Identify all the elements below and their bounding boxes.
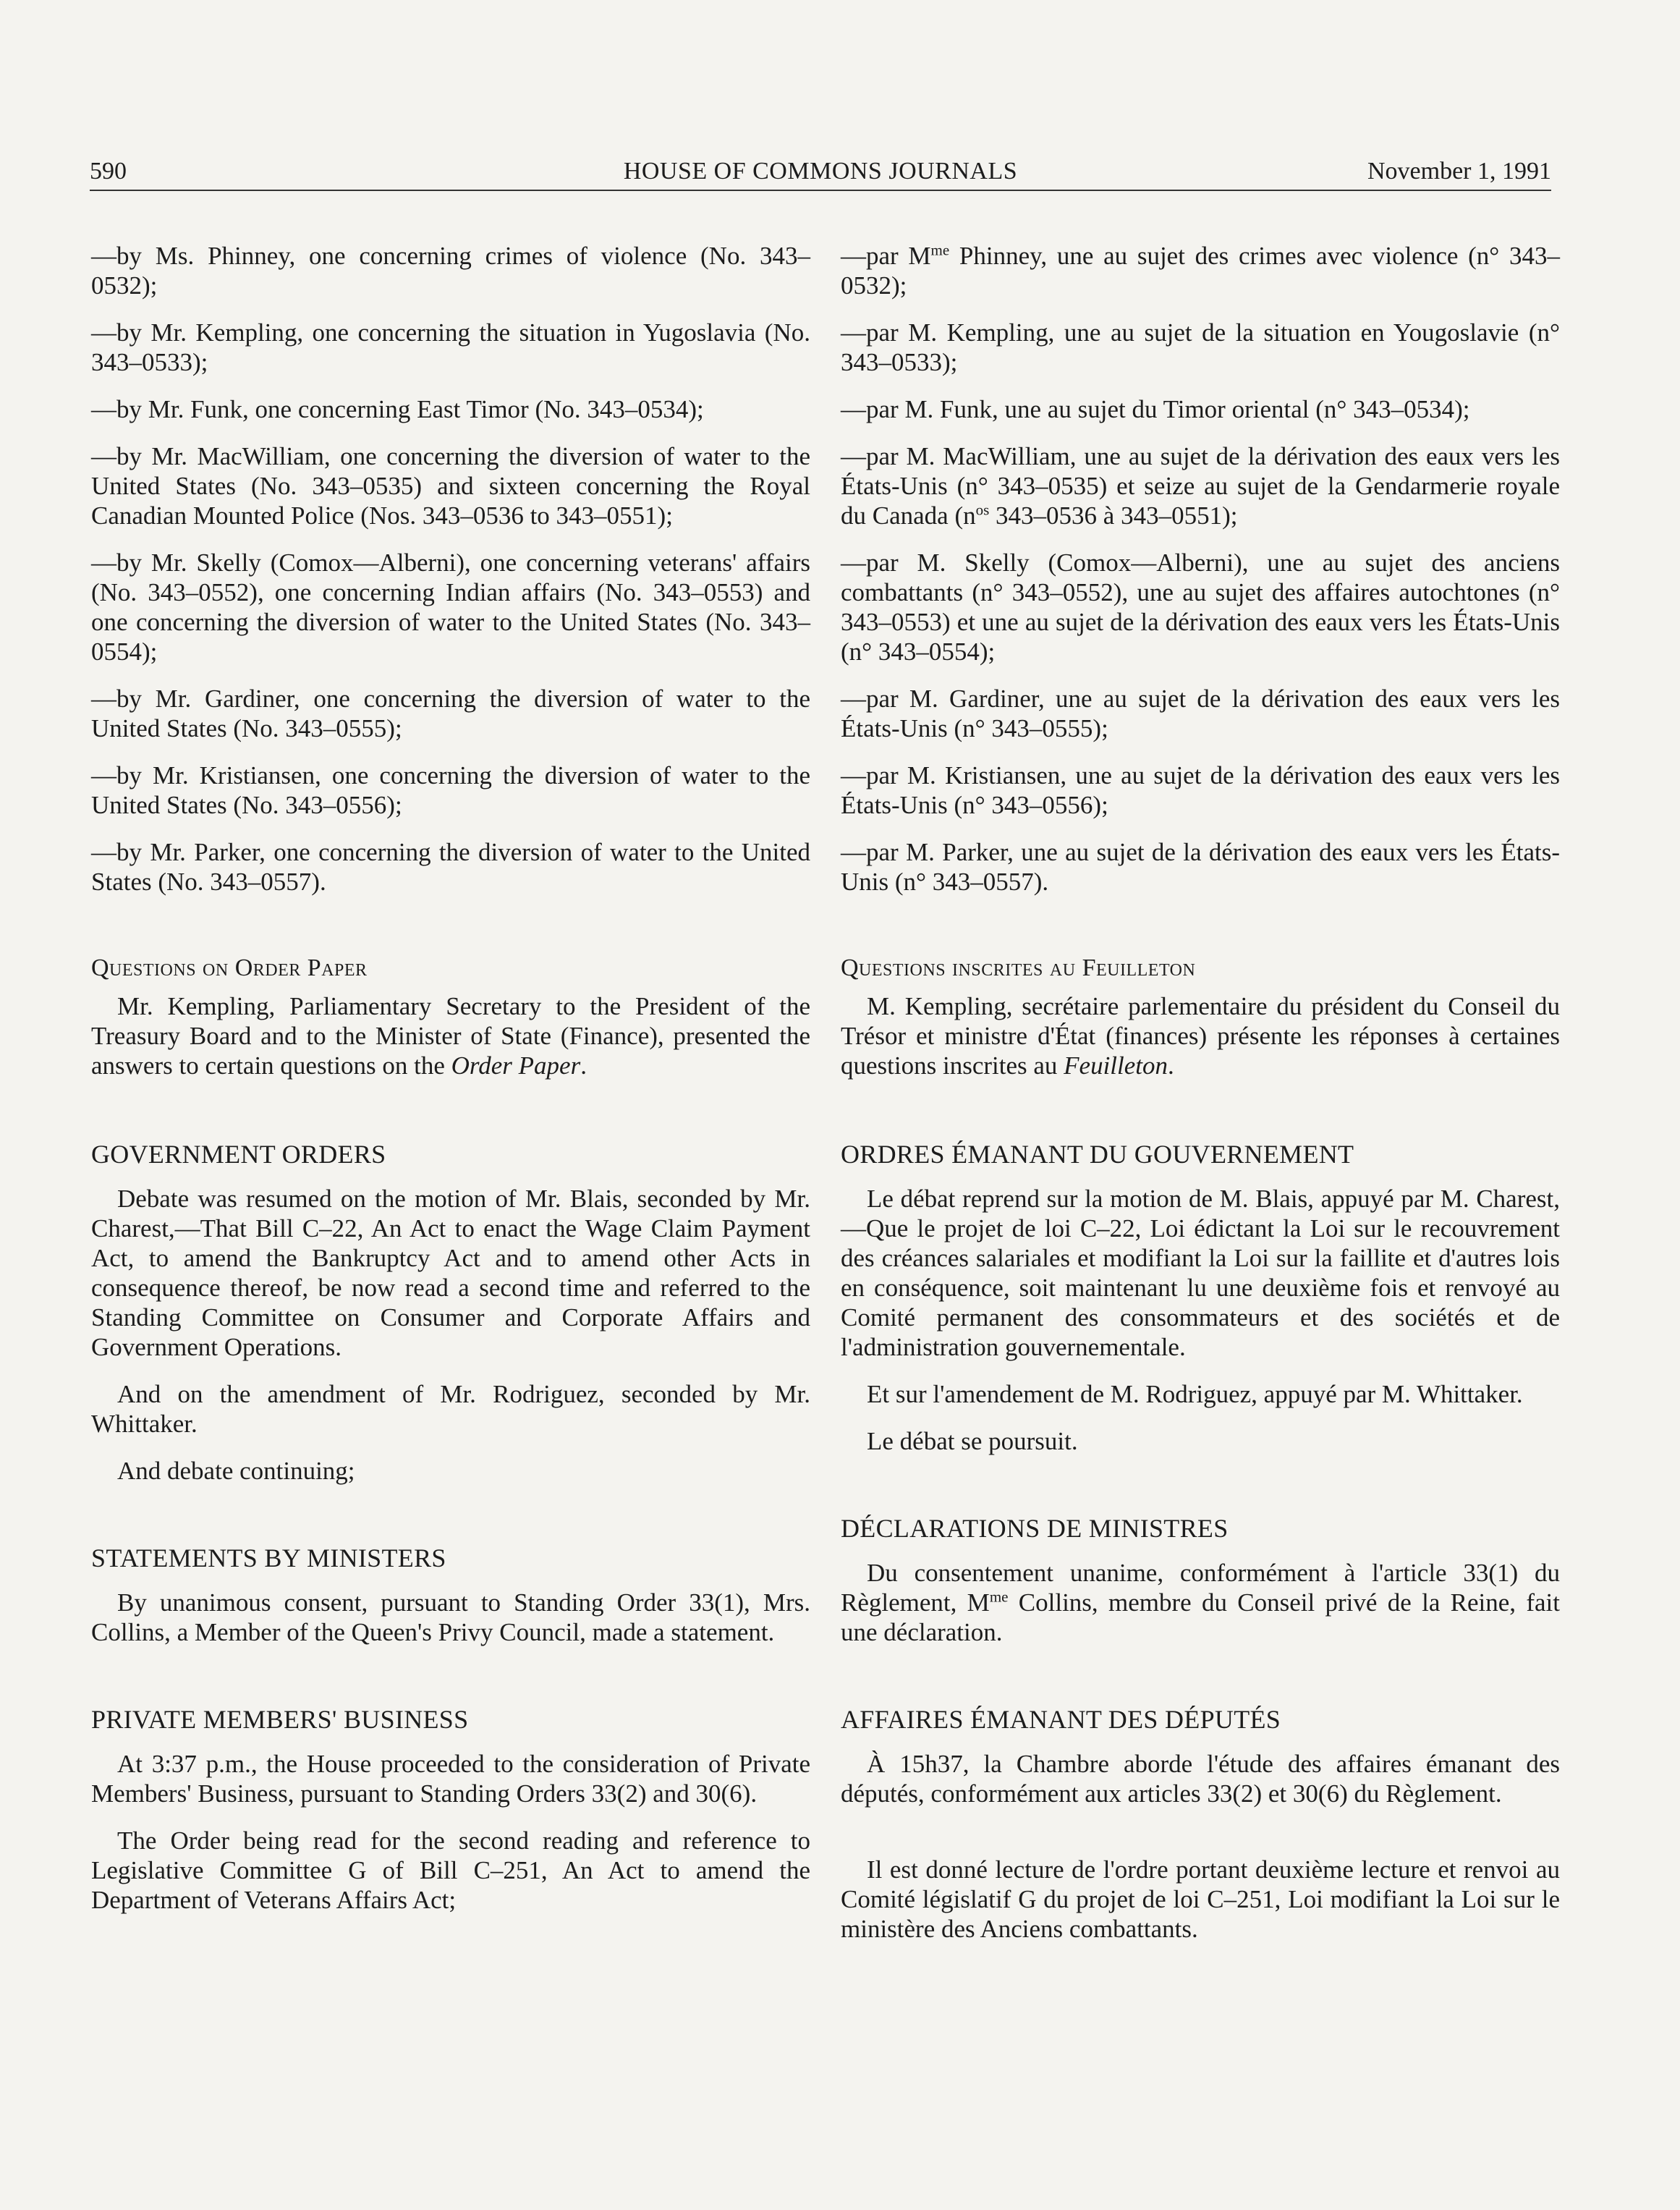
petition-item: —by Mr. MacWilliam, one concerning the diversion of water to the United States (No. 343–0535) and sixteen concerning the Royal Canadian Mounted Police (Nos. 343–0536 to 343–0551); [91,442,810,530]
page-number: 590 [90,158,127,185]
french-column [841,241,1560,1961]
page-date: November 1, 1991 [1367,158,1551,185]
private-members-p2-fr: Il est donné lecture de l'ordre portant deuxième lecture et renvoi au Comité législatif G du projet de loi C–251, Loi modifiant la Loi sur le ministère des Anciens combattants. [841,1855,1560,1943]
petition-item: —by Ms. Phinney, one concerning crimes of violence (No. 343–0532); [91,242,810,300]
private-members-heading-en: PRIVATE MEMBERS' BUSINESS [91,1705,469,1734]
petition-item: —by Mr. Parker, one concerning the diversion of water to the United States (No. 343–0557). [91,838,810,896]
questions-paragraph-fr: M. Kempling, secrétaire parlementaire du président du Conseil du Trésor et ministre d'État (finances) présente les réponses à certaines questions inscrites au Feuilleton. [841,992,1560,1080]
government-orders-heading-fr: ORDRES ÉMANANT DU GOUVERNEMENT [841,1140,1354,1169]
petition-item: —par M. Funk, une au sujet du Timor oriental (n° 343–0534); [841,395,1470,423]
questions-paragraph-en: Mr. Kempling, Parliamentary Secretary to the President of the Treasury Board and to the Minister of State (Finance), presented the answers to certain questions on the Order Paper. [91,992,810,1080]
private-members-p2-en: The Order being read for the second reading and reference to Legislative Committee G of Bill C–251, An Act to amend the Department of Veterans Affairs Act; [91,1826,810,1914]
government-orders-p1-fr: Le débat reprend sur la motion de M. Blais, appuyé par M. Charest,—Que le projet de loi C–22, Loi édictant la Loi sur le recouvrement des créances salariales et modifiant la Loi sur la faillite et d'autres lois en conséquence, soit maintenant lu une deuxième fois et renvoyé au Comité permanent des consommateurs et des sociétés et de l'administration gouvernementale. [841,1185,1560,1361]
questions-heading-en: Questions on Order Paper [91,954,368,981]
government-orders-p2-en: And on the amendment of Mr. Rodriguez, seconded by Mr. Whittaker. [91,1380,810,1438]
questions-heading-fr: Questions inscrites au Feuilleton [841,954,1196,981]
government-orders-p3-en: And debate continuing; [117,1457,355,1485]
government-orders-p3-fr: Le débat se poursuit. [867,1427,1078,1455]
petitions-list-en [91,241,810,897]
statements-p1-en: By unanimous consent, pursuant to Standing Order 33(1), Mrs. Collins, a Member of the Queen's Privy Council, made a statement. [91,1588,810,1646]
statements-p1-fr: Du consentement unanime, conformément à l'article 33(1) du Règlement, $M^{me}$ Collins, membre du Conseil privé de la Reine, fait une déclaration. [841,1559,1560,1646]
statements-heading-en: STATEMENTS BY MINISTERS [91,1544,446,1572]
petition-item: —by Mr. Skelly (Comox—Alberni), one concerning veterans' affairs (No. 343–0552), one concerning Indian affairs (No. 343–0553) and one concerning the diversion of water to the United States (No. 343–0554); [91,549,810,666]
page-header [90,149,1551,191]
government-orders-p2-fr: Et sur l'amendement de M. Rodriguez, appuyé par M. Whittaker. [867,1380,1523,1408]
petition-item: —by Mr. Gardiner, one concerning the diversion of water to the United States (No. 343–0555); [91,685,810,742]
petition-item: —by Mr. Kempling, one concerning the situation in Yugoslavia (No. 343–0533); [91,318,810,376]
government-orders-p1-en: Debate was resumed on the motion of Mr. Blais, seconded by Mr. Charest,—That Bill C–22, An Act to enact the Wage Claim Payment Act, to amend the Bankruptcy Act and to amend other Acts in consequence thereof, be now read a second time and referred to the Standing Committee on Consumer and Corporate Affairs and Government Operations. [91,1185,810,1361]
petition-item: —par $M^{me}$ Phinney, une au sujet des crimes avec violence (n° 343–0532); [841,241,1560,300]
private-members-p1-en: At 3:37 p.m., the House proceeded to the consideration of Private Members' Business, pursuant to Standing Orders 33(2) and 30(6). [91,1750,810,1808]
petitions-list-fr [841,241,1560,897]
petition-item: —par M. Skelly (Comox—Alberni), une au sujet des anciens combattants (n° 343–0552), une au sujet des affaires autochtones (n° 343–0553) et une au sujet de la dérivation des eaux vers les États-Unis (n° 343–0554); [841,549,1560,666]
statements-heading-fr: DÉCLARATIONS DE MINISTRES [841,1514,1229,1543]
petition-item: —par M. Kempling, une au sujet de la situation en Yougoslavie (n° 343–0533); [841,318,1560,376]
petition-item: —by Mr. Funk, one concerning East Timor (No. 343–0534); [91,395,704,423]
private-members-p1-fr: À 15h37, la Chambre aborde l'étude des affaires émanant des députés, conformément aux articles 33(2) et 30(6) du Règlement. [841,1750,1560,1808]
government-orders-heading-en: GOVERNMENT ORDERS [91,1140,386,1169]
petition-item: —par M. Kristiansen, une au sujet de la dérivation des eaux vers les États-Unis (n° 343–0556); [841,761,1560,819]
petition-item: —par M. Gardiner, une au sujet de la dérivation des eaux vers les États-Unis (n° 343–0555); [841,685,1560,742]
journal-title: HOUSE OF COMMONS JOURNALS [623,158,1018,185]
english-column [91,241,810,1932]
petition-item: —par M. Parker, une au sujet de la dérivation des eaux vers les États-Unis (n° 343–0557). [841,838,1560,896]
petition-item: —par M. MacWilliam, une au sujet de la dérivation des eaux vers les États-Unis (n° 343–0535) et seize au sujet de la Gendarmerie royale du Canada ($n^{os}$ 343–0536 à 343–0551); [841,442,1560,530]
petition-item: —by Mr. Kristiansen, one concerning the diversion of water to the United States (No. 343–0556); [91,761,810,819]
private-members-heading-fr: AFFAIRES ÉMANANT DES DÉPUTÉS [841,1705,1281,1734]
